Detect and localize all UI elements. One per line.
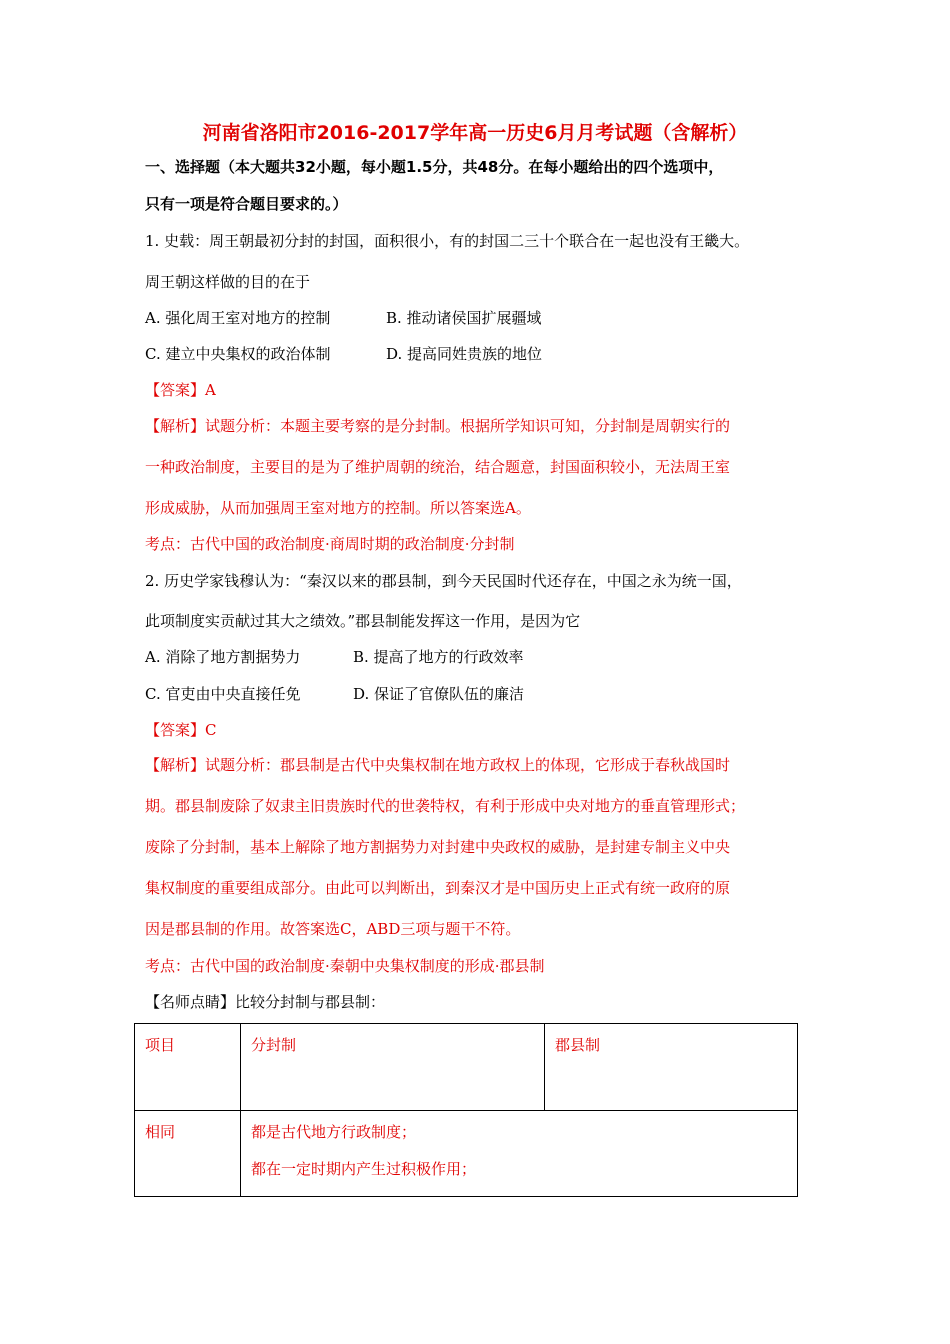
q1-option-c: C. 建立中央集权的政治体制 bbox=[145, 345, 331, 363]
table-row-line2: 都在一定时期内产生过积极作用； bbox=[251, 1160, 477, 1178]
q2-option-c: C. 官吏由中央直接任免 bbox=[145, 685, 301, 703]
q2-option-b: B. 提高了地方的行政效率 bbox=[353, 648, 524, 666]
q1-stem-line1: 1. 史载：周王朝最初分封的封国，面积很小，有的封国二三十个联合在一起也没有王畿大。 bbox=[145, 232, 750, 250]
table-row bbox=[135, 1111, 798, 1197]
q1-option-b: B. 推动诸侯国扩展疆域 bbox=[386, 309, 542, 327]
teacher-note: 【名师点睛】比较分封制与郡县制： bbox=[145, 993, 386, 1011]
q2-analysis-line4: 集权制度的重要组成部分。由此可以判断出，到秦汉才是中国历史上正式有统一政府的原 bbox=[145, 879, 731, 897]
q2-answer: 【答案】C bbox=[145, 721, 217, 739]
q2-option-d: D. 保证了官僚队伍的廉洁 bbox=[353, 685, 525, 703]
q1-stem-line2: 周王朝这样做的目的在于 bbox=[145, 273, 311, 291]
section-header-line1: 一、选择题（本大题共32小题，每小题1.5分，共48分。在每小题给出的四个选项中， bbox=[145, 158, 724, 176]
document-title: 河南省洛阳市2016-2017学年高一历史6月月考试题（含解析） bbox=[202, 122, 748, 144]
table-header-cell: 郡县制 bbox=[545, 1024, 798, 1111]
q1-answer: 【答案】A bbox=[145, 381, 216, 399]
table-row-line1: 都是古代地方行政制度； bbox=[251, 1123, 417, 1141]
q2-kaodian: 考点：古代中国的政治制度·秦朝中央集权制度的形成·郡县制 bbox=[145, 957, 545, 975]
q1-option-a: A. 强化周王室对地方的控制 bbox=[145, 309, 331, 327]
q1-kaodian: 考点：古代中国的政治制度·商周时期的政治制度·分封制 bbox=[145, 535, 515, 553]
q2-analysis-line3: 废除了分封制，基本上解除了地方割据势力对封建中央政权的威胁，是封建专制主义中央 bbox=[145, 838, 731, 856]
q2-analysis-line1: 【解析】试题分析：郡县制是古代中央集权制在地方政权上的体现，它形成于春秋战国时 bbox=[145, 756, 731, 774]
table-header-row bbox=[135, 1024, 798, 1111]
q1-analysis-line3: 形成威胁，从而加强周王室对地方的控制。所以答案选A。 bbox=[145, 499, 531, 517]
q1-analysis-line2: 一种政治制度，主要目的是为了维护周朝的统治，结合题意，封国面积较小，无法周王室 bbox=[145, 458, 731, 476]
q2-option-a: A. 消除了地方割据势力 bbox=[145, 648, 301, 666]
table-header-cell: 项目 bbox=[135, 1024, 241, 1111]
q2-stem-line2: 此项制度实贡献过其大之绩效。”郡县制能发挥这一作用，是因为它 bbox=[145, 612, 581, 630]
q2-analysis-line5: 因是郡县制的作用。故答案选C，ABD三项与题干不符。 bbox=[145, 920, 521, 938]
table-row-label: 相同 bbox=[135, 1111, 241, 1197]
q1-option-d: D. 提高同姓贵族的地位 bbox=[386, 345, 543, 363]
q1-analysis-line1: 【解析】试题分析：本题主要考察的是分封制。根据所学知识可知，分封制是周朝实行的 bbox=[145, 417, 731, 435]
comparison-table bbox=[134, 1023, 798, 1197]
table-header-cell: 分封制 bbox=[241, 1024, 545, 1111]
q2-stem-line1: 2. 历史学家钱穆认为：“秦汉以来的郡县制，到今天民国时代还存在，中国之永为统一国， bbox=[145, 572, 742, 590]
section-header-line2: 只有一项是符合题目要求的。） bbox=[145, 195, 348, 213]
q2-analysis-line2: 期。郡县制废除了奴隶主旧贵族时代的世袭特权，有利于形成中央对地方的垂直管理形式； bbox=[145, 797, 746, 815]
table-row-content bbox=[241, 1111, 798, 1197]
